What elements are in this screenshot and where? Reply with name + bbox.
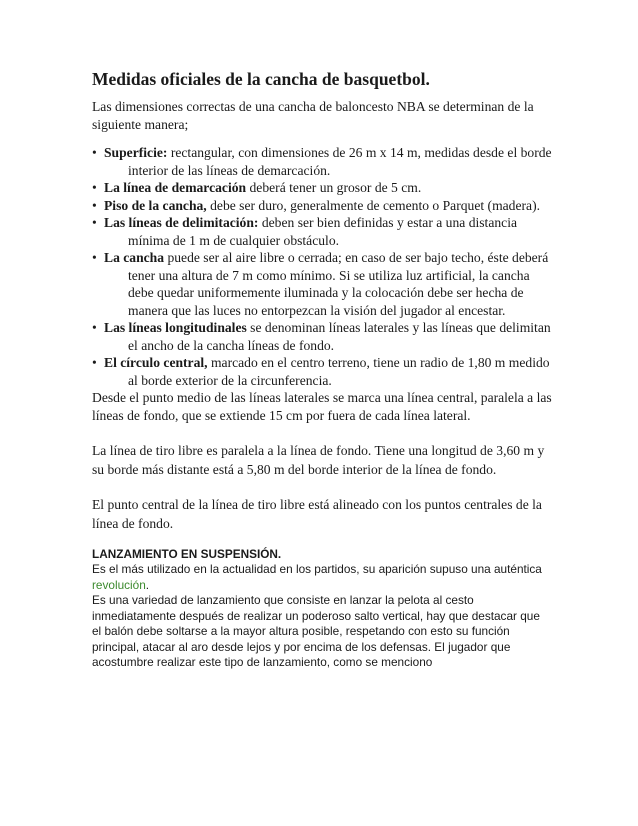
- page-title: Medidas oficiales de la cancha de basquetbol.: [92, 69, 430, 89]
- center-line-paragraph: Desde el punto medio de las líneas laterales se marca una línea central, paralela a las líneas de fondo, que se extiende 15 cm por fuera de cada línea lateral.: [92, 390, 552, 423]
- bullet-icon: •: [92, 197, 97, 213]
- list-item-label: La línea de demarcación: [104, 180, 247, 195]
- list-item: [92, 179, 552, 197]
- bullet-icon: •: [92, 250, 97, 265]
- list-item: [92, 249, 552, 319]
- section-heading: LANZAMIENTO EN SUSPENSIÓN.: [92, 547, 282, 561]
- free-throw-paragraph: La línea de tiro libre es paralela a la línea de fondo. Tiene una longitud de 3,60 m y su borde más distante está a 5,80 m del borde interior de la línea de fondo.: [92, 443, 545, 477]
- bullet-icon: •: [92, 145, 97, 160]
- list-item-label: La cancha: [104, 250, 165, 265]
- list-item: [92, 144, 552, 179]
- bullet-icon: •: [92, 215, 97, 230]
- section-body-text: Es una variedad de lanzamiento que consiste en lanzar la pelota al cesto inmediatamente después de realizar un poderoso salto vertical, hay que destacar que el balón debe soltarse a la mayor altura posible, respetando con esto su función principal, atacar al aro desde lejos y por encima de los defensas. El jugador que acostumbre realizar este tipo de lanzamiento, como se menciono: [92, 593, 540, 669]
- list-item-text: marcado en el centro terreno, tiene un radio de 1,80 m medido al borde exterior de la circunferencia.: [128, 355, 550, 388]
- bullet-icon: •: [92, 320, 97, 335]
- section-intro-after: .: [145, 577, 150, 592]
- intro-paragraph: Las dimensiones correctas de una cancha de baloncesto NBA se determinan de la siguiente manera;: [92, 99, 534, 132]
- list-item-text: deben ser bien definidas y estar a una distancia mínima de 1 m de cualquier obstáculo.: [128, 215, 518, 248]
- list-item-label: Las líneas de delimitación:: [104, 215, 259, 230]
- list-item-text: se denominan líneas laterales y las líneas que delimitan el ancho de la cancha líneas de fondo.: [128, 320, 551, 353]
- document-page: [92, 68, 552, 671]
- list-item-text: puede ser al aire libre o cerrada; en caso de ser bajo techo, éste deberá tener una altura de 7 m como mínimo. Si se utiliza luz artificial, la cancha debe quedar uniformemente iluminada y la colocación debe ser hecha de manera que las luces no entorpezcan la visión del jugador al encestar.: [128, 250, 549, 318]
- revolution-link[interactable]: revolución: [92, 577, 146, 592]
- list-item: [92, 214, 552, 249]
- list-item-text: debe ser duro, generalmente de cemento o Parquet (madera).: [206, 197, 540, 213]
- list-item-text: deberá tener un grosor de 5 cm.: [246, 180, 422, 195]
- list-item-label: Superficie:: [104, 145, 168, 160]
- list-item-label: Las líneas longitudinales: [104, 320, 247, 335]
- list-item: [92, 197, 552, 215]
- bullet-icon: •: [92, 355, 97, 370]
- section-intro-text: [92, 562, 552, 593]
- list-item: [92, 354, 552, 389]
- list-item: [92, 319, 552, 354]
- list-item-text: rectangular, con dimensiones de 26 m x 14 m, medidas desde el borde interior de las líneas de demarcación.: [128, 145, 552, 178]
- list-item-label: Piso de la cancha,: [104, 197, 207, 213]
- bullet-icon: •: [92, 180, 97, 195]
- center-point-paragraph: El punto central de la línea de tiro libre está alineado con los puntos centrales de la línea de fondo.: [92, 497, 542, 531]
- section-intro-before: Es el más utilizado en la actualidad en los partidos, su aparición supuso una auténtica: [92, 562, 542, 576]
- measurements-list: [92, 144, 552, 389]
- list-item-label: El círculo central,: [104, 355, 208, 370]
